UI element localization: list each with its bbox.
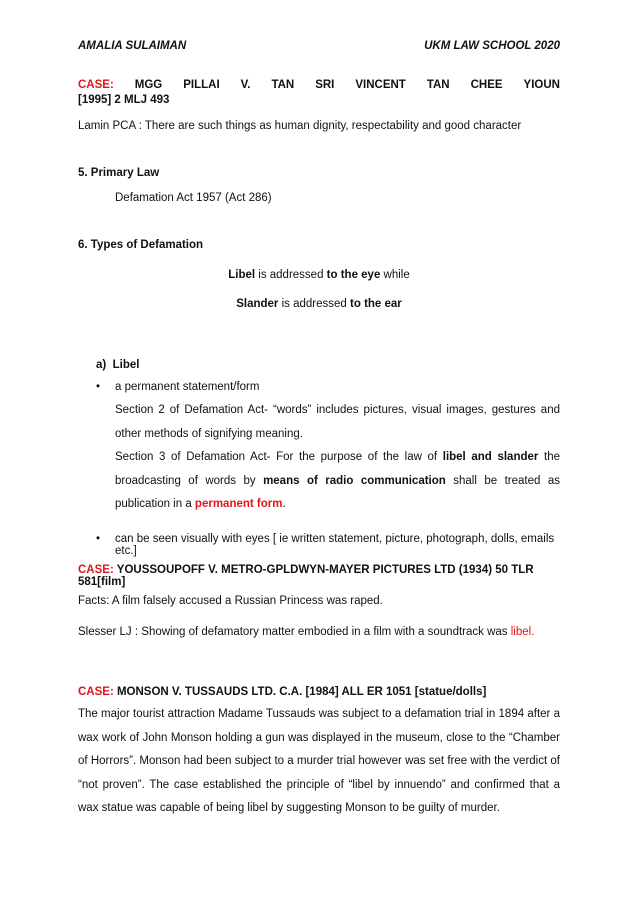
bullet-icon: •: [96, 381, 101, 393]
case1-block: [78, 79, 560, 106]
libel-mid: is addressed: [255, 269, 327, 281]
page-header: [78, 40, 560, 52]
primary-law-heading: 5. Primary Law: [78, 167, 160, 179]
case1-prefix: CASE:: [78, 79, 114, 91]
libel-end: while: [380, 269, 410, 281]
case2-title: [78, 564, 560, 588]
bullet-icon: •: [96, 533, 101, 545]
case1-word: CHEE: [470, 79, 503, 91]
case1-word: TAN: [426, 79, 450, 91]
libel-heading: a) Libel: [96, 359, 140, 371]
s3-c: the broadcasting of words by: [115, 451, 560, 487]
slander-word: Slander: [236, 298, 279, 310]
case1-word: MGG: [134, 79, 163, 91]
case3-prefix: CASE:: [78, 686, 114, 698]
slander-ear: to the ear: [350, 298, 402, 310]
libel-word: Libel: [228, 269, 256, 281]
case1-word: YIOUN: [523, 79, 560, 91]
primary-law-act: Defamation Act 1957 (Act 286): [115, 192, 272, 204]
libel-bullet1: a permanent statement/form: [115, 381, 260, 393]
slesser-libel: libel.: [510, 626, 535, 638]
slander-definition: [78, 298, 560, 310]
types-heading: 6. Types of Defamation: [78, 239, 204, 251]
libel-eye: to the eye: [326, 269, 381, 281]
case3-name: MONSON V. TUSSAUDS LTD. C.A. [1984] ALL ER 1051 [statue/dolls]: [113, 686, 487, 698]
libel-definition: [78, 269, 560, 281]
s3-radio: means of radio communication: [263, 474, 446, 487]
s3-a: Section 3 of Defamation Act- For the purpose of the law of: [115, 451, 443, 463]
s3-g: .: [282, 498, 286, 510]
slander-mid: is addressed: [278, 298, 351, 310]
case1-word: PILLAI: [183, 79, 220, 91]
case1-title-line: [78, 79, 560, 91]
slesser-text: Slesser LJ : Showing of defamatory matter embodied in a film with a soundtrack was: [78, 626, 511, 638]
header-school: UKM LAW SCHOOL 2020: [424, 40, 560, 52]
case1-word: SRI: [315, 79, 335, 91]
case2-prefix: CASE:: [78, 564, 114, 576]
header-author: AMALIA SULAIMAN: [78, 40, 187, 52]
case3-title: [78, 686, 560, 698]
case2-facts: Facts: A film falsely accused a Russian Princess was raped.: [78, 595, 383, 607]
s3-libel-slander: libel and slander: [442, 451, 539, 463]
case1-citation: [1995] 2 MLJ 493: [78, 94, 170, 106]
section3-text: [115, 446, 560, 517]
s3-e: shall be treated as publication in a: [115, 474, 561, 510]
case1-word: VINCENT: [355, 79, 406, 91]
section2-text: Section 2 of Defamation Act- “words” includes pictures, visual images, gestures and other methods of signifying meaning.: [115, 404, 560, 440]
s3-permanent-form: permanent form: [194, 498, 283, 510]
case1-word: TAN: [271, 79, 295, 91]
case1-word: V.: [240, 79, 251, 91]
case2-name: YOUSSOUPOFF V. METRO-GPLDWYN-MAYER PICTURES LTD (1934) 50 TLR 581[film]: [78, 564, 534, 588]
case1-lamin: Lamin PCA : There are such things as human dignity, respectability and good character: [78, 120, 522, 132]
libel-bullet2: can be seen visually with eyes [ ie written statement, picture, photograph, dolls, emails etc.]: [115, 533, 555, 557]
case3-body: The major tourist attraction Madame Tussauds was subject to a defamation trial in 1894 after a wax work of John Monson holding a gun was displayed in the museum, close to the “Chamber of Horrors”. Monson had been subject to a murder trial however was set free with the verdict of “not proven”. The case established the principle of “libel by innuendo” and confirmed that a wax statue was capable of being libel by suggesting Monson to be guilty of murder.: [78, 708, 560, 814]
case2-slesser: [78, 626, 560, 638]
